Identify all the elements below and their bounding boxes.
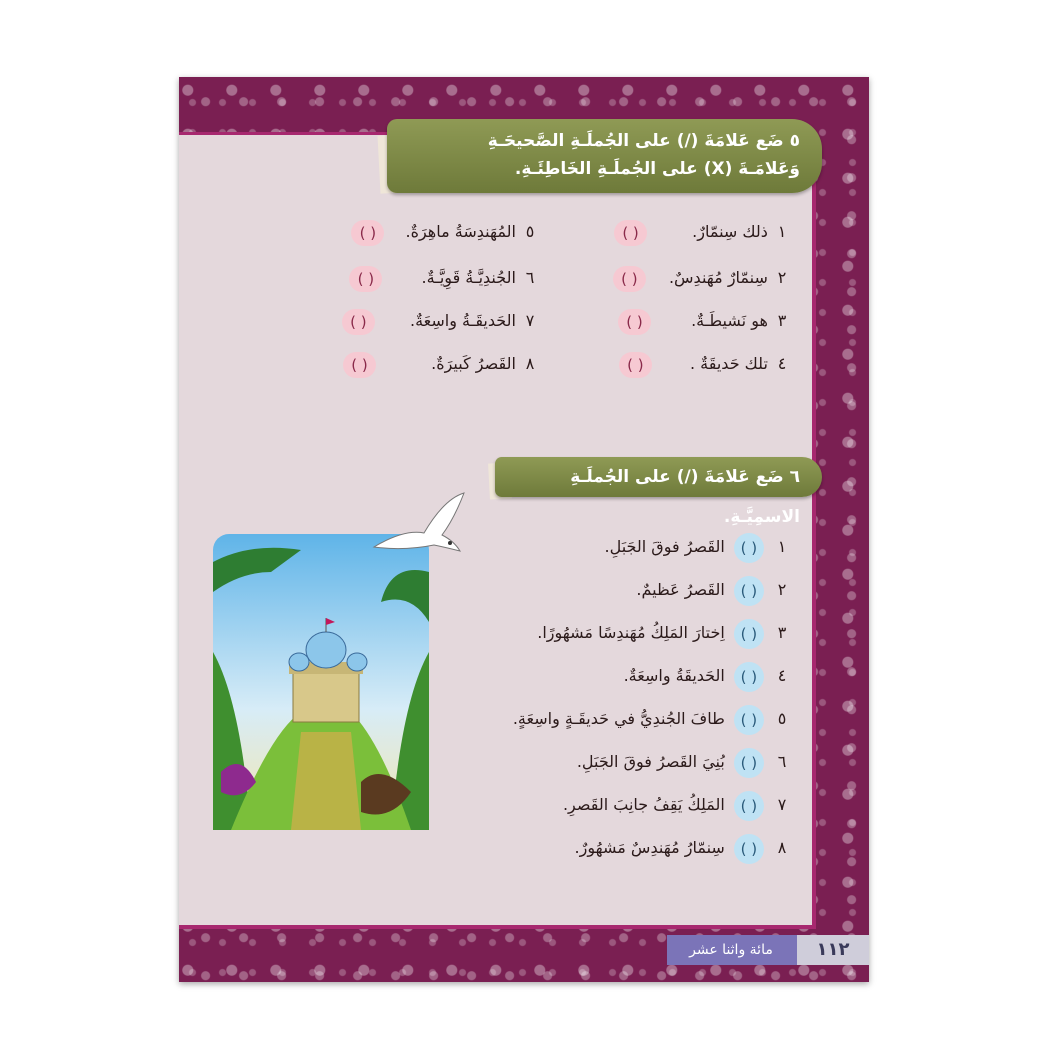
exercise5-banner (387, 119, 822, 193)
item-text: القَصرُ فوقَ الجَبَلِ. (604, 537, 725, 556)
answer-bubble[interactable]: ( ) (618, 309, 651, 335)
exercise5-item-1 (614, 217, 791, 247)
item-number: ٧ (525, 311, 535, 330)
exercise5-title-line1: ٥ ضَع عَلامَةَ (/) على الجُملَـةِ الصَّحيحَـةِ (487, 131, 800, 151)
answer-bubble[interactable]: ( ) (734, 662, 764, 692)
item-text: الجُندِيَّـةُ قَوِيَّـةٌ. (421, 268, 516, 287)
exercise6-item-1 (605, 532, 791, 562)
answer-bubble[interactable]: ( ) (351, 220, 384, 246)
exercise5-item-6 (349, 263, 539, 293)
item-text: هو نَشيطَـةٌ. (691, 311, 768, 330)
item-text: تلك حَديقَةٌ . (690, 354, 768, 373)
answer-bubble[interactable]: ( ) (734, 834, 764, 864)
exercise5-item-4 (619, 349, 791, 379)
item-text: سِنمّارٌ مُهَندِسٌ. (668, 268, 768, 287)
page-number: ١١٢ (797, 935, 869, 965)
item-text: الحَديقَـةُ واسِعَةٌ. (410, 311, 516, 330)
item-number: ٥ (525, 222, 535, 241)
answer-bubble[interactable]: ( ) (734, 748, 764, 778)
answer-bubble[interactable]: ( ) (734, 705, 764, 735)
answer-bubble[interactable]: ( ) (734, 533, 764, 563)
item-number: ٨ (777, 838, 787, 857)
item-number: ٤ (777, 666, 787, 685)
exercise6-title: ٦ ضَع عَلامَةَ (/) على الجُملَـةِ الاسمِيَّـةِ. (570, 467, 800, 527)
answer-bubble[interactable]: ( ) (342, 309, 375, 335)
castle-illustration (211, 532, 433, 830)
exercise6-item-8 (575, 833, 791, 863)
answer-bubble[interactable]: ( ) (613, 266, 646, 292)
exercise6-item-7 (563, 790, 791, 820)
answer-bubble[interactable]: ( ) (734, 576, 764, 606)
exercise6-item-4 (624, 661, 791, 691)
dove-icon (364, 489, 474, 559)
item-number: ٤ (777, 354, 787, 373)
item-text: الحَديقَةُ واسِعَةٌ. (623, 666, 725, 685)
exercise6-item-5 (513, 704, 791, 734)
item-number: ٦ (777, 752, 787, 771)
exercise6-item-3 (537, 618, 791, 648)
item-number: ١ (777, 222, 787, 241)
exercise6-banner (495, 457, 822, 527)
exercise5-item-7 (342, 306, 539, 336)
item-number: ٧ (777, 795, 787, 814)
item-number: ٢ (777, 268, 787, 287)
exercise6-item-6 (577, 747, 791, 777)
answer-bubble[interactable]: ( ) (619, 352, 652, 378)
item-text: بُنِيَ القَصرُ فوقَ الجَبَلِ. (576, 752, 725, 771)
item-text: طافَ الجُندِيُّ في حَديقَـةٍ واسِعَةٍ. (512, 709, 725, 728)
item-number: ٦ (525, 268, 535, 287)
item-text: اِختارَ المَلِكُ مُهَندِسًا مَشهُورًا. (537, 623, 725, 642)
page-number-words: مائة واثنا عشر (689, 942, 773, 958)
item-number: ٣ (777, 311, 787, 330)
answer-bubble[interactable]: ( ) (349, 266, 382, 292)
item-text: المُهَندِسَةُ ماهِرَةٌ. (405, 222, 516, 241)
item-text: سِنمّارُ مُهَندِسٌ مَشهُورٌ. (574, 838, 725, 857)
exercise6-item-2 (636, 575, 791, 605)
item-number: ٥ (777, 709, 787, 728)
item-number: ٢ (777, 580, 787, 599)
answer-bubble[interactable]: ( ) (734, 791, 764, 821)
item-number: ١ (777, 537, 787, 556)
item-number: ٣ (777, 623, 787, 642)
item-number: ٨ (525, 354, 535, 373)
answer-bubble[interactable]: ( ) (614, 220, 647, 246)
item-text: المَلِكُ يَقِفُ جانِبَ القَصرِ. (562, 795, 725, 814)
workbook-page (179, 77, 869, 982)
exercise5-title-line2: وَعَلامَـةَ (X) على الجُملَـةِ الخَاطِئَـةِ. (514, 159, 800, 179)
exercise5-item-3 (618, 306, 791, 336)
item-text: القَصرُ كَبيرَةٌ. (431, 354, 516, 373)
answer-bubble[interactable]: ( ) (734, 619, 764, 649)
exercise5-item-2 (613, 263, 791, 293)
exercise5-item-5 (351, 217, 539, 247)
item-text: القَصرُ عَظيمٌ. (636, 580, 725, 599)
item-text: ذلك سِنمّارٌ. (692, 222, 768, 241)
answer-bubble[interactable]: ( ) (343, 352, 376, 378)
exercise5-item-8 (343, 349, 539, 379)
